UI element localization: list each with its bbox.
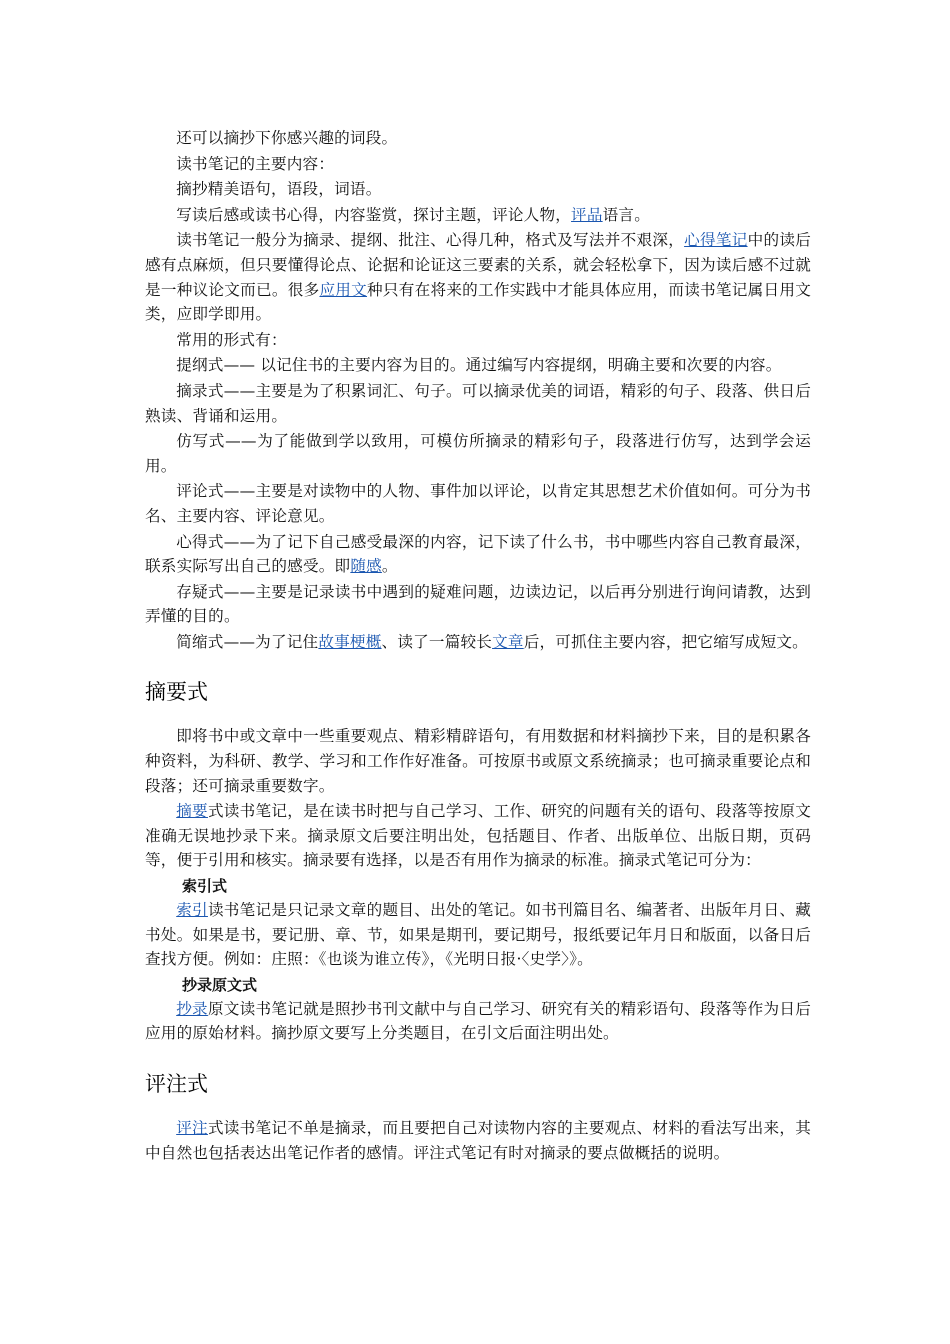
link-zhaiyao[interactable]: 摘要 xyxy=(176,802,208,821)
link-wenzhang[interactable]: 文章 xyxy=(492,632,524,651)
paragraph: 读书笔记一般分为摘录、提纲、批注、心得几种，格式及写法并不艰深，心得笔记中的读后感有点麻烦，但只要懂得论点、论据和论证这三要素的关系，就会轻松拿下，因为读后感不过就是一种议论文而已。很多应用文种只有在将来的工作实践中才能具体应用，而读书笔记属日用文类，应即学即用。 xyxy=(145,231,811,324)
link-suoyin[interactable]: 索引 xyxy=(176,901,208,920)
link-xinde-biji[interactable]: 心得笔记 xyxy=(684,231,748,250)
link-chaolu[interactable]: 抄录 xyxy=(176,999,208,1018)
link-pingpin[interactable]: 评品 xyxy=(571,205,603,224)
section-heading-pingzhu: 评注式 xyxy=(145,1072,208,1096)
paragraph: 评注式读书笔记不单是摘录，而且要把自己对读物内容的主要观点、材料的看法写出来，其中自然也包括表达出笔记作者的感情。评注式笔记有时对摘录的要点做概括的说明。 xyxy=(145,1119,811,1162)
paragraph: 仿写式——为了能做到学以致用，可模仿所摘录的精彩句子，段落进行仿写，达到学会运用。 xyxy=(145,432,811,475)
link-suigan[interactable]: 随感 xyxy=(350,557,382,576)
link-pingzhu[interactable]: 评注 xyxy=(176,1119,208,1137)
paragraph: 即将书中或文章中一些重要观点、精彩精辟语句，有用数据和材料摘抄下来，目的是积累各种资料，为科研、教学、学习和工作作好准备。可按原书或原文系统摘录；也可摘录重要论点和段落；还可摘录重要数字。 xyxy=(145,727,811,795)
paragraph: 还可以摘抄下你感兴趣的词段。 xyxy=(176,129,398,147)
paragraph: 摘抄精美语句，语段，词语。 xyxy=(176,180,382,199)
paragraph: 提纲式—— 以记住书的主要内容为目的。通过编写内容提纲，明确主要和次要的内容。 xyxy=(176,356,782,375)
paragraph: 评论式——主要是对读物中的人物、事件加以评论，以肯定其思想艺术价值如何。可分为书名、主要内容、评论意见。 xyxy=(145,482,811,525)
paragraph: 读书笔记的主要内容： xyxy=(176,154,335,173)
paragraph: 存疑式——主要是记录读书中遇到的疑难问题，边读边记，以后再分别进行询问请教，达到弄懂的目的。 xyxy=(145,582,811,626)
paragraph: 抄录原文读书笔记就是照抄书刊文献中与自己学习、研究有关的精彩语句、段落等作为日后应用的原始材料。摘抄原文要写上分类题目，在引文后面注明出处。 xyxy=(145,999,811,1043)
section-heading-zhaiyao: 摘要式 xyxy=(145,680,208,705)
document-page xyxy=(145,126,811,1166)
subheading-chaolu: 抄录原文式 xyxy=(182,975,258,994)
paragraph: 心得式——为了记下自己感受最深的内容，记下读了什么书，书中哪些内容自己教育最深，联系实际写出自己的感受。即随感。 xyxy=(145,532,811,576)
paragraph: 摘录式——主要是为了积累词汇、句子。可以摘录优美的词语，精彩的句子、段落、供日后熟读、背诵和运用。 xyxy=(145,381,811,425)
paragraph: 写读后感或读书心得，内容鉴赏，探讨主题，评论人物，评品语言。 xyxy=(176,205,651,224)
paragraph: 常用的形式有： xyxy=(176,330,287,349)
link-gushi-genggai[interactable]: 故事梗概 xyxy=(318,632,382,651)
subheading-suoyin: 索引式 xyxy=(182,877,228,896)
paragraph: 索引读书笔记是只记录文章的题目、出处的笔记。如书刊篇目名、编著者、出版年月日、藏书处。如果是书，要记册、章、节，如果是期刊，要记期号，报纸要记年月日和版面，以备日后查找方便。例如：庄照：《也谈为谁立传》，《光明日报·〈史学〉》。 xyxy=(145,901,811,969)
paragraph: 简缩式——为了记住故事梗概、读了一篇较长文章后，可抓住主要内容，把它缩写成短文。 xyxy=(176,632,808,651)
link-yingyongwen[interactable]: 应用文 xyxy=(319,280,368,299)
paragraph: 摘要式读书笔记，是在读书时把与自己学习、工作、研究的问题有关的语句、段落等按原文准确无误地抄录下来。摘录原文后要注明出处，包括题目、作者、出版单位、出版日期，页码等，便于引用和核实。摘录要有选择，以是否有用作为摘录的标准。摘录式笔记可分为： xyxy=(145,802,811,870)
